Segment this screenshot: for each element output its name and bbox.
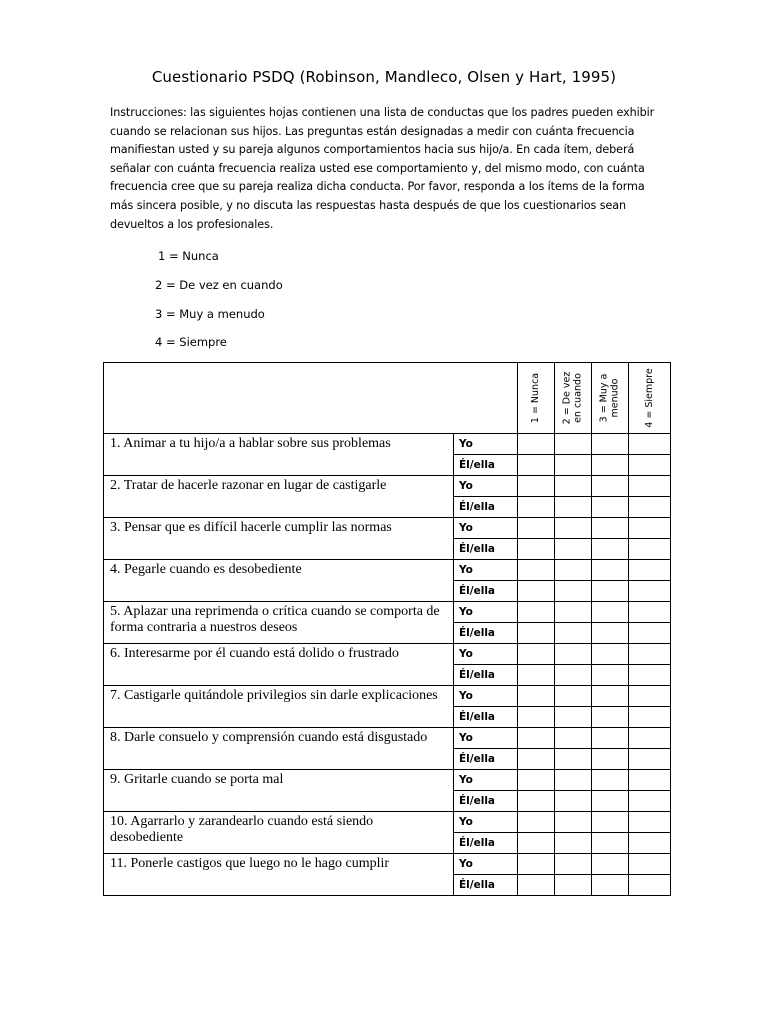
header-nunca-label: 1 = Nunca	[529, 372, 541, 424]
header-siempre	[629, 363, 671, 434]
answer-cell-2[interactable]	[555, 686, 592, 707]
answer-cell-4[interactable]	[629, 833, 671, 854]
answer-cell-3[interactable]	[592, 560, 629, 581]
respondent-el-ella: Él/ella	[454, 875, 518, 896]
answer-cell-3[interactable]	[592, 854, 629, 875]
item-text: 8. Darle consuelo y comprensión cuando está disgustado	[104, 728, 454, 770]
answer-cell-3[interactable]	[592, 791, 629, 812]
table-row	[104, 854, 671, 875]
answer-cell-4[interactable]	[629, 518, 671, 539]
item-text: 9. Gritarle cuando se porta mal	[104, 770, 454, 812]
answer-cell-2[interactable]	[555, 497, 592, 518]
answer-cell-3[interactable]	[592, 539, 629, 560]
table-row	[104, 812, 671, 833]
answer-cell-1[interactable]	[518, 728, 555, 749]
header-muy-a-menudo	[592, 363, 629, 434]
table-header-row	[104, 363, 671, 434]
answer-cell-3[interactable]	[592, 476, 629, 497]
answer-cell-4[interactable]	[629, 749, 671, 770]
answer-cell-4[interactable]	[629, 707, 671, 728]
answer-cell-1[interactable]	[518, 749, 555, 770]
answer-cell-2[interactable]	[555, 455, 592, 476]
respondent-el-ella: Él/ella	[454, 539, 518, 560]
table-row	[104, 560, 671, 581]
answer-cell-4[interactable]	[629, 812, 671, 833]
answer-cell-3[interactable]	[592, 518, 629, 539]
respondent-el-ella: Él/ella	[454, 833, 518, 854]
respondent-el-ella: Él/ella	[454, 791, 518, 812]
answer-cell-3[interactable]	[592, 770, 629, 791]
answer-cell-1[interactable]	[518, 875, 555, 896]
answer-cell-1[interactable]	[518, 434, 555, 455]
header-siempre-label: 4 = Siempre	[643, 368, 655, 428]
answer-cell-2[interactable]	[555, 644, 592, 665]
answer-cell-1[interactable]	[518, 812, 555, 833]
item-text: 5. Aplazar una reprimenda o crítica cuando se comporta de forma contraria a nuestros deseos	[104, 602, 454, 644]
answer-cell-4[interactable]	[629, 686, 671, 707]
instructions-paragraph: Instrucciones: las siguientes hojas contienen una lista de conductas que los padres pueden exhibir cuando se relacionan sus hijos. Las preguntas están designadas a medir con cuánta frecuencia manifiestan usted y su pareja algunos comportamientos hacia sus hijo/a. En cada ítem, deberá señalar con cuánta frecuencia realiza usted ese comportamiento y, del mismo modo, con cuánta frecuencia cree que su pareja realiza dicha conducta. Por favor, responda a los ítems de la forma más sincera posible, y no discuta las respuestas hasta después de que los cuestionarios sean devueltos a los profesionales.	[110, 106, 655, 231]
header-de-vez-en-cuando	[555, 363, 592, 434]
header-nunca	[518, 363, 555, 434]
answer-cell-2[interactable]	[555, 833, 592, 854]
answer-cell-2[interactable]	[555, 539, 592, 560]
answer-cell-3[interactable]	[592, 623, 629, 644]
respondent-yo: Yo	[454, 518, 518, 539]
answer-cell-4[interactable]	[629, 791, 671, 812]
answer-cell-2[interactable]	[555, 707, 592, 728]
answer-cell-2[interactable]	[555, 791, 592, 812]
answer-cell-4[interactable]	[629, 581, 671, 602]
answer-cell-1[interactable]	[518, 602, 555, 623]
answer-cell-1[interactable]	[518, 833, 555, 854]
answer-cell-4[interactable]	[629, 539, 671, 560]
table-row	[104, 728, 671, 749]
questionnaire-table	[103, 362, 671, 896]
answer-cell-1[interactable]	[518, 770, 555, 791]
answer-cell-3[interactable]	[592, 812, 629, 833]
item-text: 6. Interesarme por él cuando está dolido o frustrado	[104, 644, 454, 686]
answer-cell-4[interactable]	[629, 770, 671, 791]
item-text: 10. Agarrarlo y zarandearlo cuando está siendo desobediente	[104, 812, 454, 854]
header-blank-cell	[104, 363, 518, 434]
answer-cell-1[interactable]	[518, 539, 555, 560]
answer-cell-2[interactable]	[555, 812, 592, 833]
answer-cell-4[interactable]	[629, 476, 671, 497]
respondent-el-ella: Él/ella	[454, 455, 518, 476]
answer-cell-4[interactable]	[629, 497, 671, 518]
answer-cell-4[interactable]	[629, 623, 671, 644]
answer-cell-4[interactable]	[629, 644, 671, 665]
answer-cell-2[interactable]	[555, 560, 592, 581]
answer-cell-3[interactable]	[592, 455, 629, 476]
answer-cell-3[interactable]	[592, 833, 629, 854]
scale-legend-2: 2 = De vez en cuando	[155, 278, 283, 292]
answer-cell-4[interactable]	[629, 875, 671, 896]
item-text: 4. Pegarle cuando es desobediente	[104, 560, 454, 602]
respondent-el-ella: Él/ella	[454, 749, 518, 770]
answer-cell-4[interactable]	[629, 728, 671, 749]
item-text: 3. Pensar que es difícil hacerle cumplir las normas	[104, 518, 454, 560]
scale-legend-1: 1 = Nunca	[158, 249, 219, 263]
answer-cell-1[interactable]	[518, 518, 555, 539]
answer-cell-3[interactable]	[592, 686, 629, 707]
answer-cell-1[interactable]	[518, 497, 555, 518]
answer-cell-2[interactable]	[555, 854, 592, 875]
answer-cell-1[interactable]	[518, 581, 555, 602]
scale-legend-3: 3 = Muy a menudo	[155, 307, 265, 321]
answer-cell-1[interactable]	[518, 455, 555, 476]
answer-cell-2[interactable]	[555, 875, 592, 896]
answer-cell-2[interactable]	[555, 518, 592, 539]
header-muy-a-menudo-label: 3 = Muy a menudo	[598, 373, 620, 423]
respondent-yo: Yo	[454, 644, 518, 665]
answer-cell-3[interactable]	[592, 497, 629, 518]
answer-cell-2[interactable]	[555, 749, 592, 770]
answer-cell-4[interactable]	[629, 602, 671, 623]
answer-cell-3[interactable]	[592, 581, 629, 602]
respondent-yo: Yo	[454, 770, 518, 791]
scale-legend-4: 4 = Siempre	[155, 335, 227, 349]
table-row	[104, 686, 671, 707]
page-title: Cuestionario PSDQ (Robinson, Mandleco, Olsen y Hart, 1995)	[151, 68, 617, 86]
item-text: 1. Animar a tu hijo/a a hablar sobre sus problemas	[104, 434, 454, 476]
table-row	[104, 518, 671, 539]
answer-cell-1[interactable]	[518, 791, 555, 812]
answer-cell-3[interactable]	[592, 602, 629, 623]
respondent-yo: Yo	[454, 476, 518, 497]
table-row	[104, 434, 671, 455]
table-row	[104, 602, 671, 623]
table-row	[104, 770, 671, 791]
respondent-yo: Yo	[454, 728, 518, 749]
respondent-yo: Yo	[454, 560, 518, 581]
header-de-vez-en-cuando-label: 2 = De vez en cuando	[561, 371, 583, 425]
answer-cell-4[interactable]	[629, 434, 671, 455]
answer-cell-2[interactable]	[555, 434, 592, 455]
item-text: 7. Castigarle quitándole privilegios sin darle explicaciones	[104, 686, 454, 728]
answer-cell-3[interactable]	[592, 728, 629, 749]
answer-cell-1[interactable]	[518, 686, 555, 707]
answer-cell-2[interactable]	[555, 602, 592, 623]
answer-cell-3[interactable]	[592, 434, 629, 455]
answer-cell-2[interactable]	[555, 476, 592, 497]
answer-cell-4[interactable]	[629, 665, 671, 686]
answer-cell-4[interactable]	[629, 560, 671, 581]
answer-cell-1[interactable]	[518, 560, 555, 581]
answer-cell-4[interactable]	[629, 455, 671, 476]
item-text: 2. Tratar de hacerle razonar en lugar de castigarle	[104, 476, 454, 518]
answer-cell-2[interactable]	[555, 770, 592, 791]
answer-cell-2[interactable]	[555, 581, 592, 602]
answer-cell-1[interactable]	[518, 644, 555, 665]
item-text: 11. Ponerle castigos que luego no le hago cumplir	[104, 854, 454, 896]
respondent-el-ella: Él/ella	[454, 581, 518, 602]
answer-cell-3[interactable]	[592, 875, 629, 896]
respondent-el-ella: Él/ella	[454, 665, 518, 686]
answer-cell-2[interactable]	[555, 728, 592, 749]
respondent-yo: Yo	[454, 854, 518, 875]
answer-cell-3[interactable]	[592, 665, 629, 686]
answer-cell-1[interactable]	[518, 623, 555, 644]
respondent-el-ella: Él/ella	[454, 497, 518, 518]
answer-cell-1[interactable]	[518, 854, 555, 875]
respondent-el-ella: Él/ella	[454, 623, 518, 644]
answer-cell-1[interactable]	[518, 476, 555, 497]
answer-cell-4[interactable]	[629, 854, 671, 875]
answer-cell-1[interactable]	[518, 665, 555, 686]
answer-cell-1[interactable]	[518, 707, 555, 728]
answer-cell-3[interactable]	[592, 707, 629, 728]
respondent-yo: Yo	[454, 434, 518, 455]
answer-cell-3[interactable]	[592, 749, 629, 770]
answer-cell-3[interactable]	[592, 644, 629, 665]
respondent-yo: Yo	[454, 686, 518, 707]
respondent-el-ella: Él/ella	[454, 707, 518, 728]
respondent-yo: Yo	[454, 602, 518, 623]
table-row	[104, 476, 671, 497]
answer-cell-2[interactable]	[555, 623, 592, 644]
answer-cell-2[interactable]	[555, 665, 592, 686]
table-row	[104, 644, 671, 665]
respondent-yo: Yo	[454, 812, 518, 833]
